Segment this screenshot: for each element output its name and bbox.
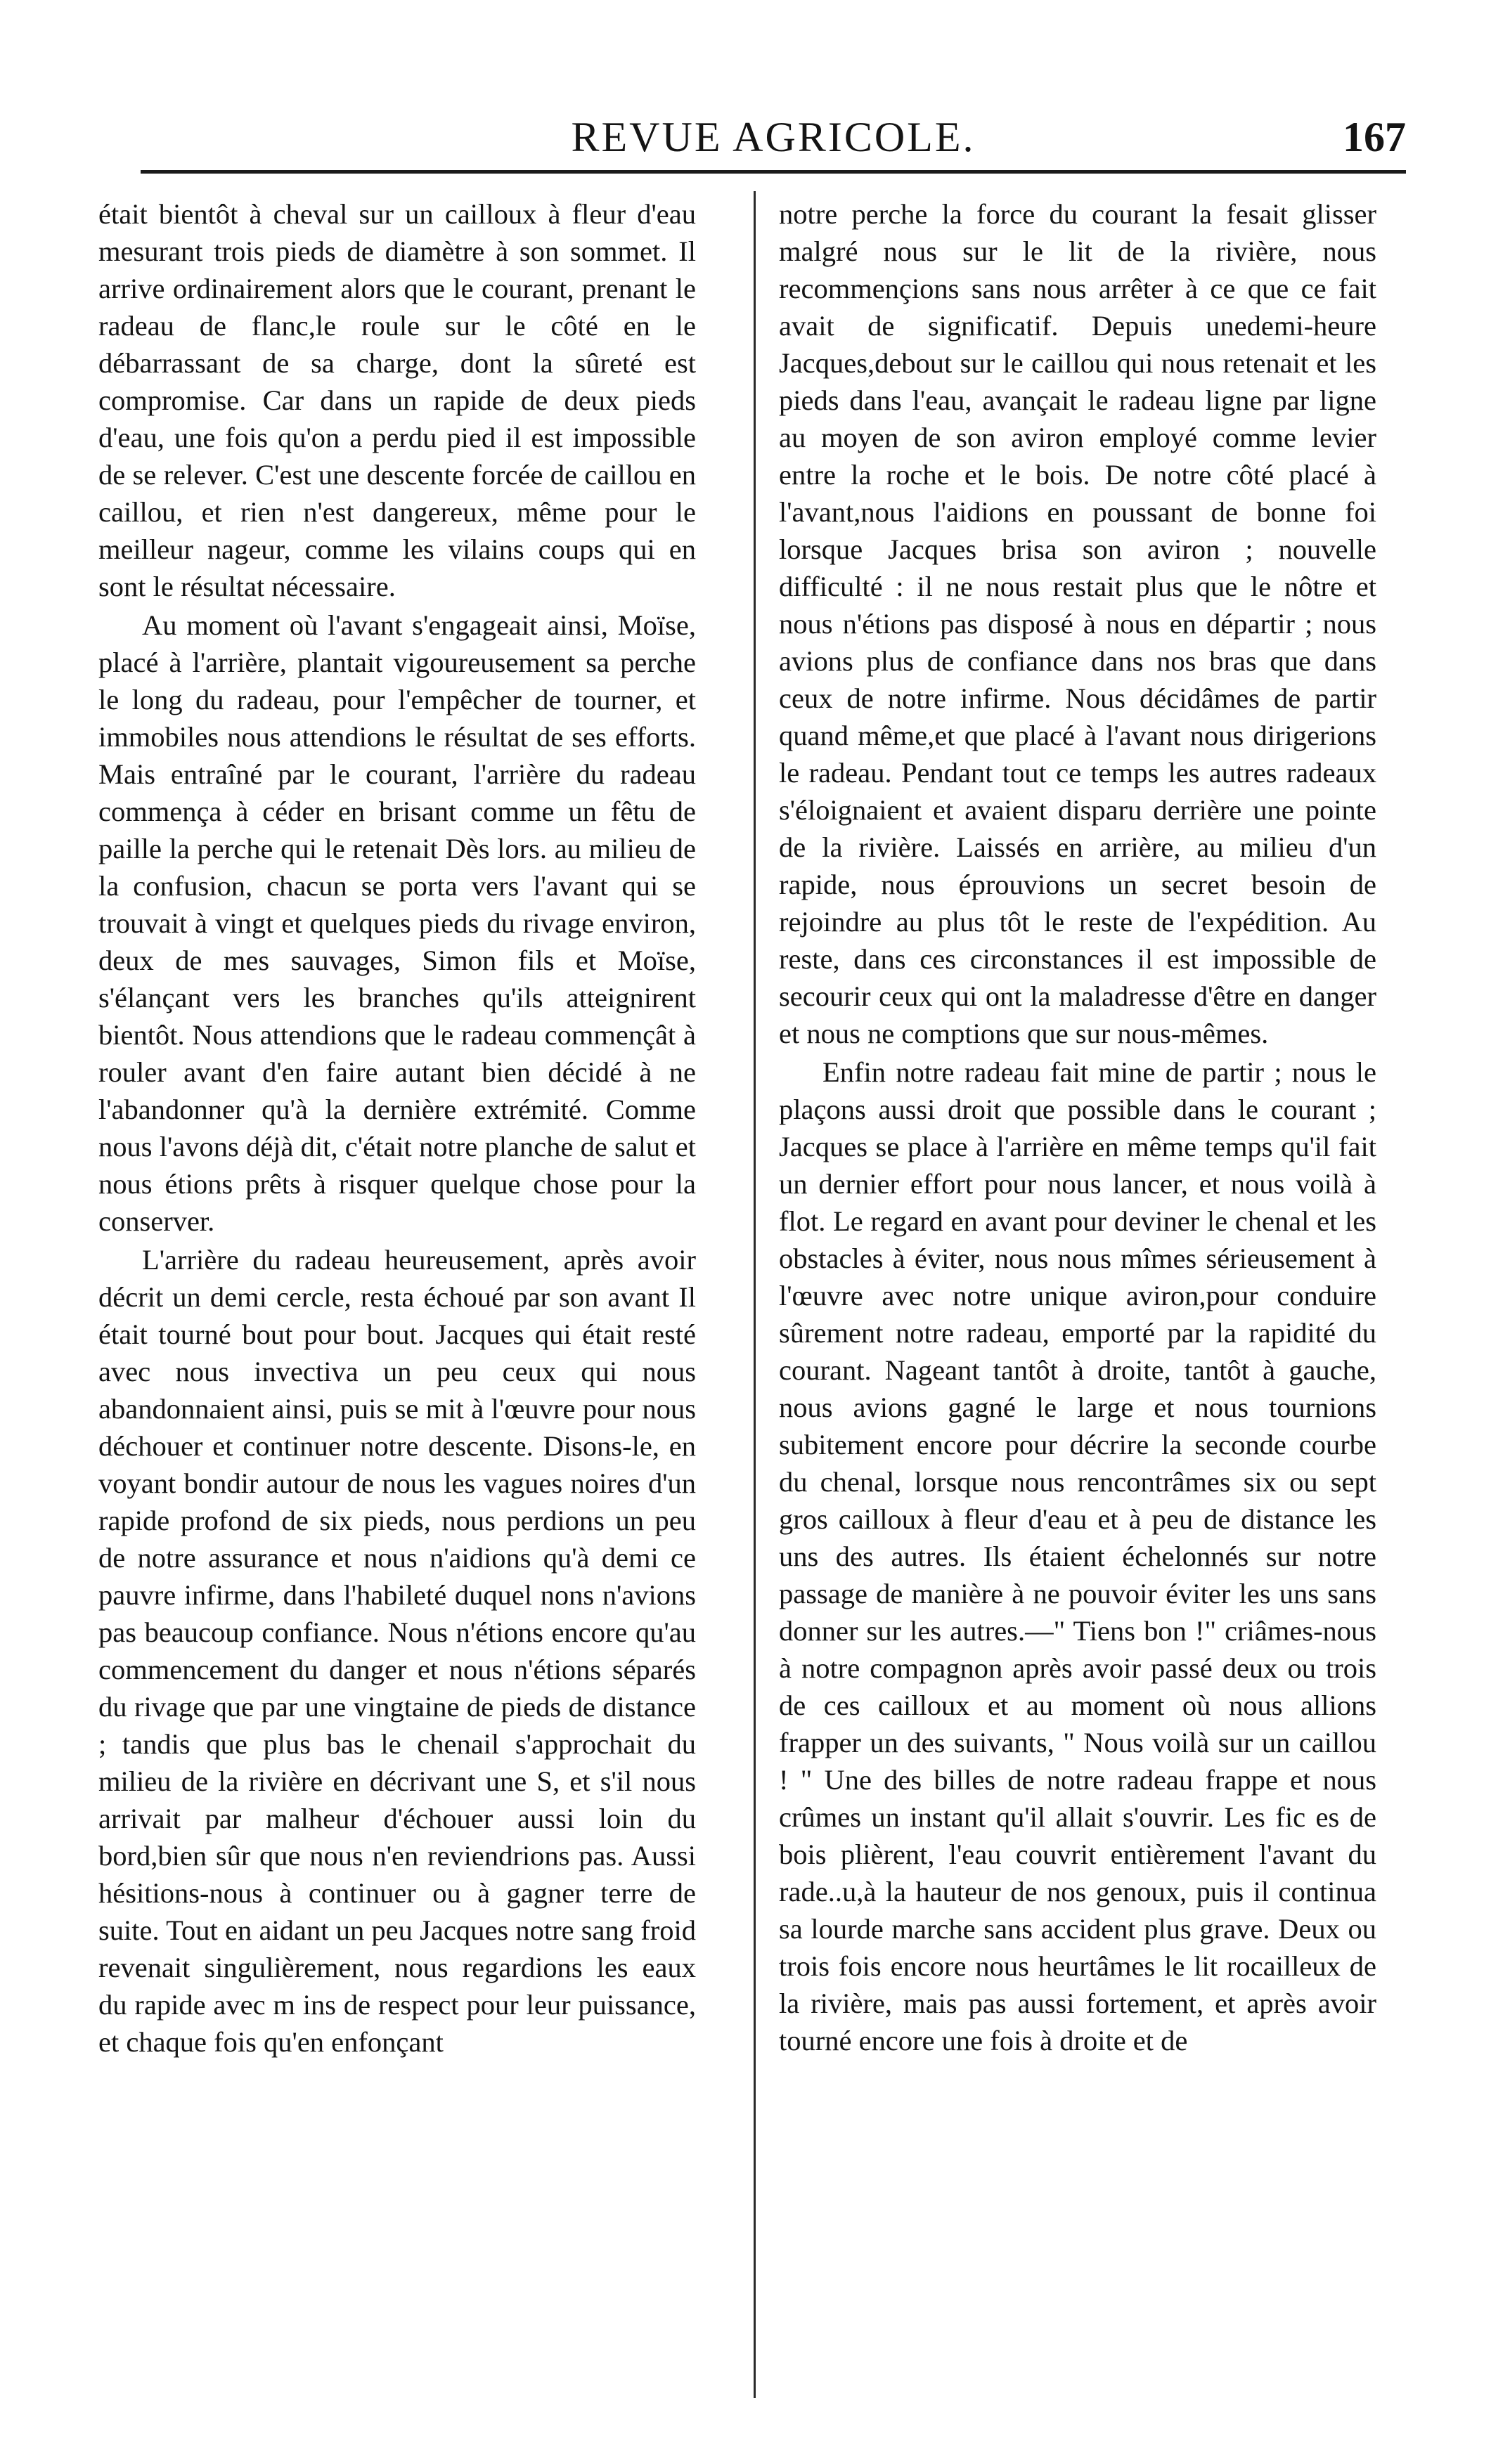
running-head	[141, 105, 1406, 162]
column-divider	[754, 191, 756, 2398]
paragraph: Enfin notre radeau fait mine de partir ; nous le plaçons aussi droit que possible dans le courant ; Jacques se place à l'arrière en même temps qu'il fait un dernier effort pour nous lancer, et nous voilà à flot. Le regard en avant pour deviner le chenal et les obstacles à éviter, nous nous mîmes sérieusement à l'œuvre avec notre unique aviron,pour conduire sûrement notre radeau, emporté par la rapidité du courant. Nageant tantôt à droite, tantôt à gauche, nous avions gagné le large et nous tournions subitement encore pour décrire la seconde courbe du chenal, lorsque nous rencontrâmes six ou sept gros cailloux à fleur d'eau et à peu de distance les uns des autres. Ils étaient échelonnés sur notre passage de manière à ne pouvoir éviter les uns sans donner sur les autres.—" Tiens bon !" criâmes-nous à notre compagnon après avoir passé deux ou trois de ces cailloux et au moment où nous allions frapper un des suivants, " Nous voilà sur un caillou ! " Une des billes de notre radeau frappe et nous crûmes un instant qu'il allait s'ouvrir. Les fic es de bois plièrent, l'eau couvrit entièrement l'avant du rade..u,à la hauteur de nos genoux, puis il continua sa lourde marche sans accident plus grave. Deux ou trois fois encore nous heurtâmes le lit rocailleux de la rivière, mais pas aussi fortement, et après avoir tourné encore une fois à droite et de	[779, 1056, 1376, 2056]
paragraph: Au moment où l'avant s'engageait ainsi, Moïse, placé à l'arrière, plantait vigoureusement sa perche le long du radeau, pour l'empêcher de tourner, et immobiles nous attendions le résultat de ses efforts. Mais entraîné par le courant, l'arrière du radeau commença à céder en brisant comme un fêtu de paille la perche qui le retenait Dès lors. au milieu de la confusion, chacun se porta vers l'avant qui se trouvait à vingt et quelques pieds du rivage environ, deux de mes sauvages, Simon fils et Moïse, s'élançant vers les branches qu'ils atteignirent bientôt. Nous attendions que le radeau commençât à rouler avant d'en faire autant bien décidé à ne l'abandonner qu'à la dernière extrémité. Comme nous l'avons déjà dit, c'était notre planche de salut et nous étions prêts à risquer quelque chose pour la conserver.	[98, 609, 696, 1237]
paragraph-continued: notre perche la force du courant la fesait glisser malgré nous sur le lit de la rivière, nous recommençions sans nous arrêter à ce que ce fait avait de significatif. Depuis unedemi-heure Jacques,debout sur le caillou qui nous retenait et les pieds dans l'eau, avançait le radeau ligne par ligne au moyen de son aviron employé comme levier entre la roche et le bois. De notre côté placé à l'avant,nous l'aidions en poussant de bonne foi lorsque Jacques brisa son aviron ; nouvelle difficulté : il ne nous restait plus que le nôtre et nous n'étions pas disposé à nous en départir ; nous avions plus de confiance dans nos bras que dans ceux de notre infirme. Nous décidâmes de partir quand même,et que placé à l'avant nous dirigerions le radeau. Pendant tout ce temps les autres radeaux s'éloignaient et avaient disparu derrière une pointe de la rivière. Laissés en arrière, au milieu d'un rapide, nous éprouvions un secret besoin de rejoindre au plus tôt le reste de l'expédition. Au reste, dans ces circonstances il est impossible de secourir ceux qui ont la maladresse d'être en danger et nous ne comptions que sur nous-mêmes.	[779, 198, 1376, 1049]
paragraph: L'arrière du radeau heureusement, après avoir décrit un demi cercle, resta échoué par son avant Il était tourné bout pour bout. Jacques qui était resté avec nous invectiva un peu ceux qui nous abandonnaient ainsi, puis se mit à l'œuvre pour nous déchouer et continuer notre descente. Disons-le, en voyant bondir autour de nous les vagues noires d'un rapide profond de six pieds, nous perdions un peu de notre assurance et nous n'aidions qu'à demi ce pauvre infirme, dans l'habileté duquel nons n'avions pas beaucoup confiance. Nous n'étions encore qu'au commencement du danger et nous n'étions séparés du rivage que par une vingtaine de pieds de distance ; tandis que plus bas le chenail s'approchait du milieu de la rivière en décrivant une S, et s'il nous arrivait par malheur d'échouer aussi loin du bord,bien sûr que nous n'en reviendrions pas. Aussi hésitions-nous à continuer ou à gagner terre de suite. Tout en aidant un peu Jacques notre sang froid revenait singulièrement, nous regardions les eaux du rapide avec m ins de respect pour leur puissance, et chaque fois qu'en enfonçant	[98, 1244, 696, 2058]
header-rule	[141, 170, 1406, 174]
page-number: 167	[1343, 114, 1406, 160]
right-column	[779, 195, 1376, 2402]
paragraph-continued: était bientôt à cheval sur un cailloux à fleur d'eau mesurant trois pieds de diamètre à son sommet. Il arrive ordinairement alors que le courant, prenant le radeau de flanc,le roule sur le côté en le débarrassant de sa charge, dont la sûreté est compromise. Car dans un rapide de deux pieds d'eau, une fois qu'on a perdu pied il est impossible de se relever. C'est une descente forcée de caillou en caillou, et rien n'est dangereux, même pour le meilleur nageur, comme les vilains coups qui en sont le résultat nécessaire.	[98, 198, 696, 602]
running-title: REVUE AGRICOLE.	[571, 114, 976, 160]
left-column	[98, 195, 696, 2402]
